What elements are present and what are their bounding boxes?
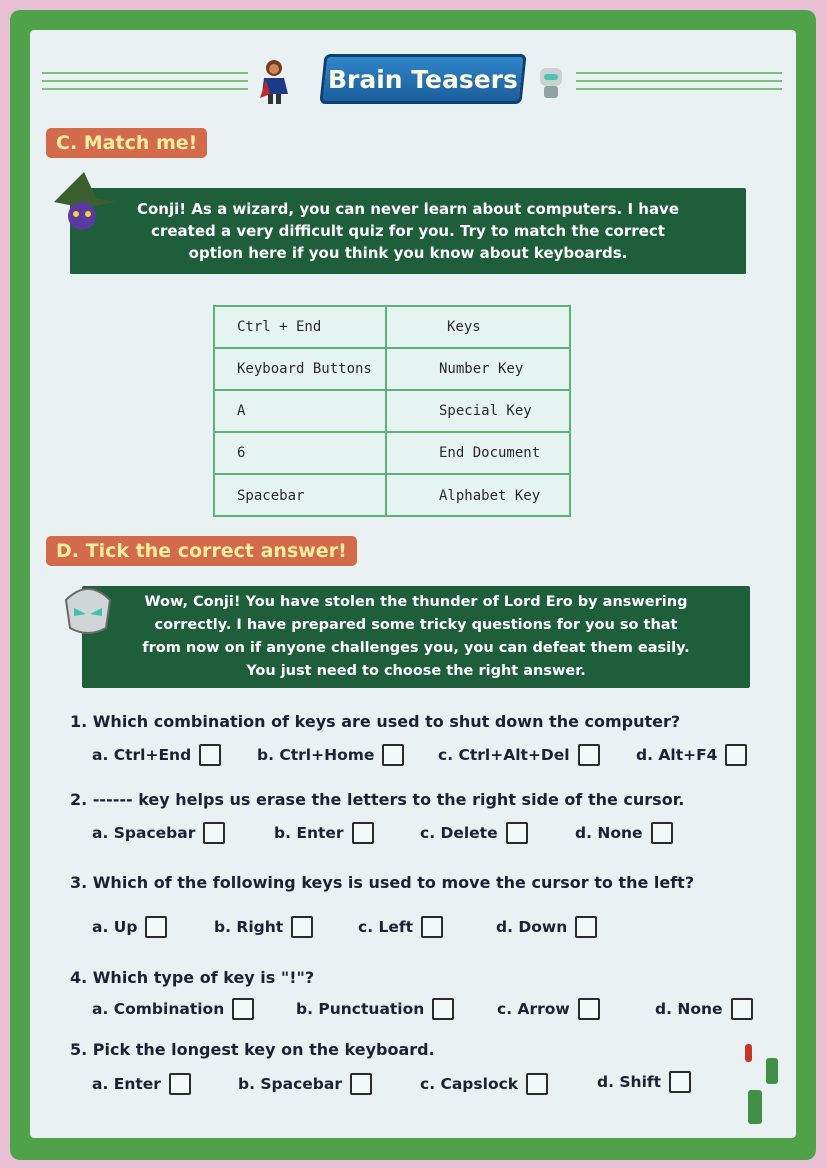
header-lines-right	[576, 72, 782, 92]
checkbox[interactable]	[432, 998, 454, 1020]
speech-line: You just need to choose the right answer.	[246, 663, 586, 679]
speech-line: Conji! As a wizard, you can never learn about computers. I have	[136, 200, 680, 218]
q5-option-c	[420, 1073, 548, 1095]
page-title: Brain Teasers	[328, 64, 518, 94]
option-label: c. Arrow	[497, 1000, 570, 1018]
checkbox[interactable]	[651, 822, 673, 844]
option-label: d. Shift	[597, 1073, 662, 1091]
q3-option-a	[92, 916, 167, 938]
checkbox[interactable]	[169, 1073, 191, 1095]
checkbox[interactable]	[291, 916, 313, 938]
table-row	[215, 307, 569, 349]
checkbox[interactable]	[350, 1073, 372, 1095]
wizard-character-icon	[44, 168, 122, 240]
option-label: d. Down	[496, 918, 568, 936]
question-5: 5. Pick the longest key on the keyboard.	[70, 1040, 435, 1059]
decor-shape	[748, 1090, 762, 1124]
q3-option-d	[496, 916, 597, 938]
checkbox[interactable]	[382, 744, 404, 766]
decor-shape	[745, 1044, 752, 1062]
q2-option-b	[274, 822, 374, 844]
checkbox[interactable]	[669, 1071, 691, 1093]
table-cell-right: End Document	[439, 445, 541, 461]
table-cell-left: Ctrl + End	[237, 319, 322, 335]
title-banner	[319, 54, 526, 104]
column-divider	[385, 307, 387, 347]
q2-option-a	[92, 822, 225, 844]
column-divider	[385, 475, 387, 517]
option-label: a. Ctrl+End	[92, 746, 192, 764]
q1-option-d	[636, 744, 747, 766]
speech-line: correctly. I have prepared some tricky questions for you so that	[154, 617, 678, 633]
option-label: a. Combination	[92, 1000, 225, 1018]
header-lines-left	[42, 72, 248, 92]
option-label: b. Spacebar	[238, 1075, 342, 1093]
column-divider	[385, 391, 387, 431]
speech-line: Wow, Conji! You have stolen the thunder of Lord Ero by answering	[144, 594, 688, 610]
table-cell-left: Spacebar	[237, 488, 305, 504]
option-label: b. Punctuation	[296, 1000, 425, 1018]
checkbox[interactable]	[352, 822, 374, 844]
option-label: c. Ctrl+Alt+Del	[438, 746, 570, 764]
option-label: d. None	[575, 824, 643, 842]
section-d-heading: D. Tick the correct answer!	[46, 536, 357, 566]
q5-option-b	[238, 1073, 372, 1095]
table-cell-left: A	[237, 403, 246, 419]
q5-option-a	[92, 1073, 191, 1095]
table-cell-left: Keyboard Buttons	[237, 361, 372, 377]
q4-option-d	[655, 998, 753, 1020]
checkbox[interactable]	[232, 998, 254, 1020]
checkbox[interactable]	[526, 1073, 548, 1095]
q2-option-d	[575, 822, 673, 844]
table-cell-right: Special Key	[439, 403, 532, 419]
question-2: 2. ------ key helps us erase the letters to the right side of the cursor.	[70, 790, 685, 809]
checkbox[interactable]	[731, 998, 753, 1020]
section-c-heading: C. Match me!	[46, 128, 207, 158]
option-label: d. Alt+F4	[636, 746, 718, 764]
robot-face-icon	[60, 578, 116, 638]
q2-option-c	[420, 822, 528, 844]
option-label: b. Enter	[274, 824, 344, 842]
checkbox[interactable]	[578, 744, 600, 766]
table-row	[215, 475, 569, 517]
column-divider	[385, 433, 387, 473]
option-label: c. Delete	[420, 824, 498, 842]
table-row	[215, 433, 569, 475]
checkbox[interactable]	[203, 822, 225, 844]
question-3: 3. Which of the following keys is used to move the cursor to the left?	[70, 873, 695, 892]
column-divider	[385, 349, 387, 389]
question-1: 1. Which combination of keys are used to shut down the computer?	[70, 712, 681, 731]
option-label: c. Left	[358, 918, 414, 936]
option-label: b. Right	[214, 918, 284, 936]
option-label: d. None	[655, 1000, 723, 1018]
option-label: a. Spacebar	[92, 824, 196, 842]
option-label: a. Up	[92, 918, 138, 936]
checkbox[interactable]	[575, 916, 597, 938]
q4-option-c	[497, 998, 600, 1020]
hero-character-icon	[258, 58, 294, 106]
option-label: c. Capslock	[420, 1075, 519, 1093]
q4-option-a	[92, 998, 254, 1020]
speech-line: created a very difficult quiz for you. Try to match the correct	[151, 222, 665, 240]
table-row	[215, 349, 569, 391]
table-cell-left: 6	[237, 445, 246, 461]
q3-option-b	[214, 916, 313, 938]
table-cell-right: Keys	[447, 319, 481, 335]
speech-line: from now on if anyone challenges you, you can defeat them easily.	[142, 640, 690, 656]
q1-option-b	[257, 744, 404, 766]
checkbox[interactable]	[506, 822, 528, 844]
question-4: 4. Which type of key is "!"?	[70, 968, 315, 987]
checkbox[interactable]	[725, 744, 747, 766]
robot-character-icon	[536, 64, 566, 100]
decor-shape	[766, 1058, 778, 1084]
q3-option-c	[358, 916, 443, 938]
option-label: b. Ctrl+Home	[257, 746, 375, 764]
checkbox[interactable]	[421, 916, 443, 938]
checkbox[interactable]	[578, 998, 600, 1020]
table-cell-right: Number Key	[439, 361, 524, 377]
robot-speech-banner	[82, 586, 750, 688]
checkbox[interactable]	[199, 744, 221, 766]
table-row	[215, 391, 569, 433]
match-table	[213, 305, 571, 517]
q5-option-d	[597, 1071, 691, 1093]
q1-option-c	[438, 744, 600, 766]
q4-option-b	[296, 998, 454, 1020]
wizard-speech-banner	[70, 188, 746, 274]
option-label: a. Enter	[92, 1075, 161, 1093]
q1-option-a	[92, 744, 221, 766]
checkbox[interactable]	[145, 916, 167, 938]
speech-line: option here if you think you know about keyboards.	[188, 244, 628, 262]
table-cell-right: Alphabet Key	[439, 488, 541, 504]
